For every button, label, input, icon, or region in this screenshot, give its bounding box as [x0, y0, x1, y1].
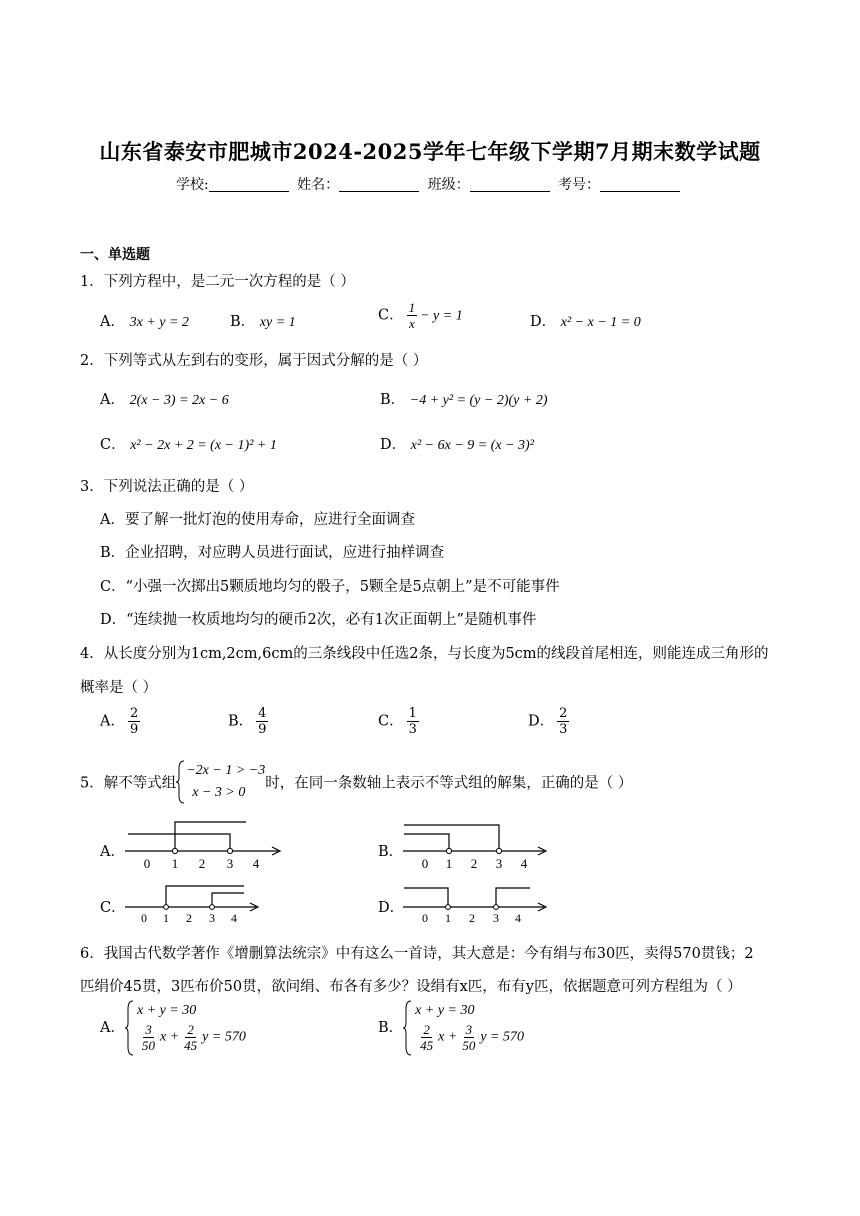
- q5-option-d-label[interactable]: D．: [378, 900, 405, 916]
- svg-text:4: 4: [520, 856, 528, 870]
- student-info-row: [0, 174, 860, 194]
- svg-text:1: 1: [445, 911, 451, 925]
- svg-text:3: 3: [493, 911, 499, 925]
- class-label: 班级：: [427, 177, 470, 193]
- examno-label: 考号：: [558, 177, 601, 193]
- q5-option-b-label[interactable]: B．: [378, 844, 404, 860]
- school-blank[interactable]: [209, 177, 289, 192]
- q3-option-d[interactable]: D．“连续抛一枚质地均匀的硬币2次，必有1次正面朝上”是随机事件: [100, 612, 537, 628]
- svg-text:2: 2: [186, 911, 192, 925]
- q2-option-a[interactable]: A． 2(x − 3) = 2x − 6: [100, 392, 229, 408]
- q4-option-b[interactable]: B． $\frac{4}{9}$: [228, 706, 267, 737]
- section-heading: 一、单选题: [80, 247, 150, 263]
- svg-text:1: 1: [163, 911, 169, 925]
- svg-text:0: 0: [421, 856, 429, 870]
- exam-title: 山东省泰安市肥城市2024-2025学年七年级下学期7月期末数学试题: [99, 139, 761, 164]
- q3-option-b[interactable]: B．企业招聘，对应聘人员进行面试，应进行抽样调查: [100, 545, 445, 561]
- q2-option-b[interactable]: B． −4 + y² = (y − 2)(y + 2): [380, 392, 548, 408]
- svg-text:2: 2: [198, 856, 206, 870]
- q4-option-a[interactable]: A． $\frac{2}{9}$: [100, 706, 139, 737]
- q5-option-c-label[interactable]: C．: [100, 900, 126, 916]
- svg-text:2: 2: [469, 911, 475, 925]
- q4-stem-line1: 4．从长度分别为1cm,2cm,6cm的三条线段中任选2条，与长度为5cm的线段首尾相连，则能连成三角形的: [80, 646, 769, 662]
- q1-option-a[interactable]: A． 3x + y = 2: [100, 314, 189, 330]
- name-blank[interactable]: [339, 177, 419, 192]
- q5-numberline-a[interactable]: [120, 818, 285, 870]
- q2-stem: 2．下列等式从左到右的变形，属于因式分解的是（ ）: [80, 353, 428, 369]
- q6-option-b[interactable]: B． x + y = 30 $\frac{2}{45}$ x + $\frac{3}{50}$ y = 570: [378, 1003, 524, 1053]
- q3-stem: 3．下列说法正确的是（ ）: [80, 479, 254, 495]
- q1-stem: 1．下列方程中，是二元一次方程的是（ ）: [80, 274, 355, 290]
- q1-option-d[interactable]: D． x² − x − 1 = 0: [530, 314, 641, 330]
- svg-text:3: 3: [226, 856, 234, 870]
- q5-numberline-d[interactable]: [398, 882, 553, 926]
- svg-text:2: 2: [470, 856, 478, 870]
- svg-text:1: 1: [171, 856, 179, 870]
- q6-stem-line1: 6．我国古代数学著作《增删算法统宗》中有这么一首诗，其大意是：今有绢与布30匹，卖得570贯钱；2: [80, 946, 754, 962]
- q4-stem-line2: 概率是（ ）: [80, 680, 158, 696]
- svg-text:1: 1: [445, 856, 453, 870]
- svg-text:3: 3: [495, 856, 503, 870]
- q2-option-d[interactable]: D． x² − 6x − 9 = (x − 3)²: [380, 437, 534, 453]
- q6-option-a[interactable]: A． x + y = 30 $\frac{3}{50}$ x + $\frac{2}{45}$ y = 570: [100, 1003, 246, 1053]
- q3-option-c[interactable]: C．“小强一次掷出5颗质地均匀的骰子，5颗全是5点朝上”是不可能事件: [100, 579, 560, 595]
- svg-text:4: 4: [515, 911, 521, 925]
- q5-numberline-c[interactable]: [120, 882, 265, 926]
- svg-text:0: 0: [143, 856, 151, 870]
- q5-inequality-system: −2x − 1 > −3 x − 3 > 0: [176, 760, 265, 804]
- q5-stem: 5．解不等式组 −2x − 1 > −3 x − 3 > 0 时，在同一条数轴上表示不等式组的解集，正确的是（ ）: [80, 760, 632, 804]
- q4-option-d[interactable]: D． $\frac{2}{3}$: [528, 706, 568, 737]
- class-blank[interactable]: [470, 177, 550, 192]
- q1-option-c[interactable]: C． $\frac{1}{x}$ − y = 1: [378, 300, 463, 331]
- name-label: 姓名：: [297, 177, 340, 193]
- q2-option-c[interactable]: C． x² − 2x + 2 = (x − 1)² + 1: [100, 437, 277, 453]
- svg-text:0: 0: [422, 911, 428, 925]
- svg-text:4: 4: [231, 911, 237, 925]
- q5-numberline-b[interactable]: [398, 818, 553, 870]
- svg-text:4: 4: [252, 856, 260, 870]
- q5-option-a-label[interactable]: A．: [100, 844, 125, 860]
- q3-option-a[interactable]: A．要了解一批灯泡的使用寿命，应进行全面调查: [100, 512, 415, 528]
- q4-option-c[interactable]: C． $\frac{1}{3}$: [378, 706, 417, 737]
- q1-option-b[interactable]: B． xy = 1: [230, 314, 296, 330]
- examno-blank[interactable]: [600, 177, 680, 192]
- svg-text:3: 3: [209, 911, 215, 925]
- q6-stem-line2: 匹绢价45贯，3匹布价50贯，欲问绢、布各有多少？设绢有x匹，布有y匹，依据题意可列方程组为（ ）: [80, 979, 742, 995]
- svg-text:0: 0: [141, 911, 147, 925]
- school-label: 学校:: [175, 177, 209, 193]
